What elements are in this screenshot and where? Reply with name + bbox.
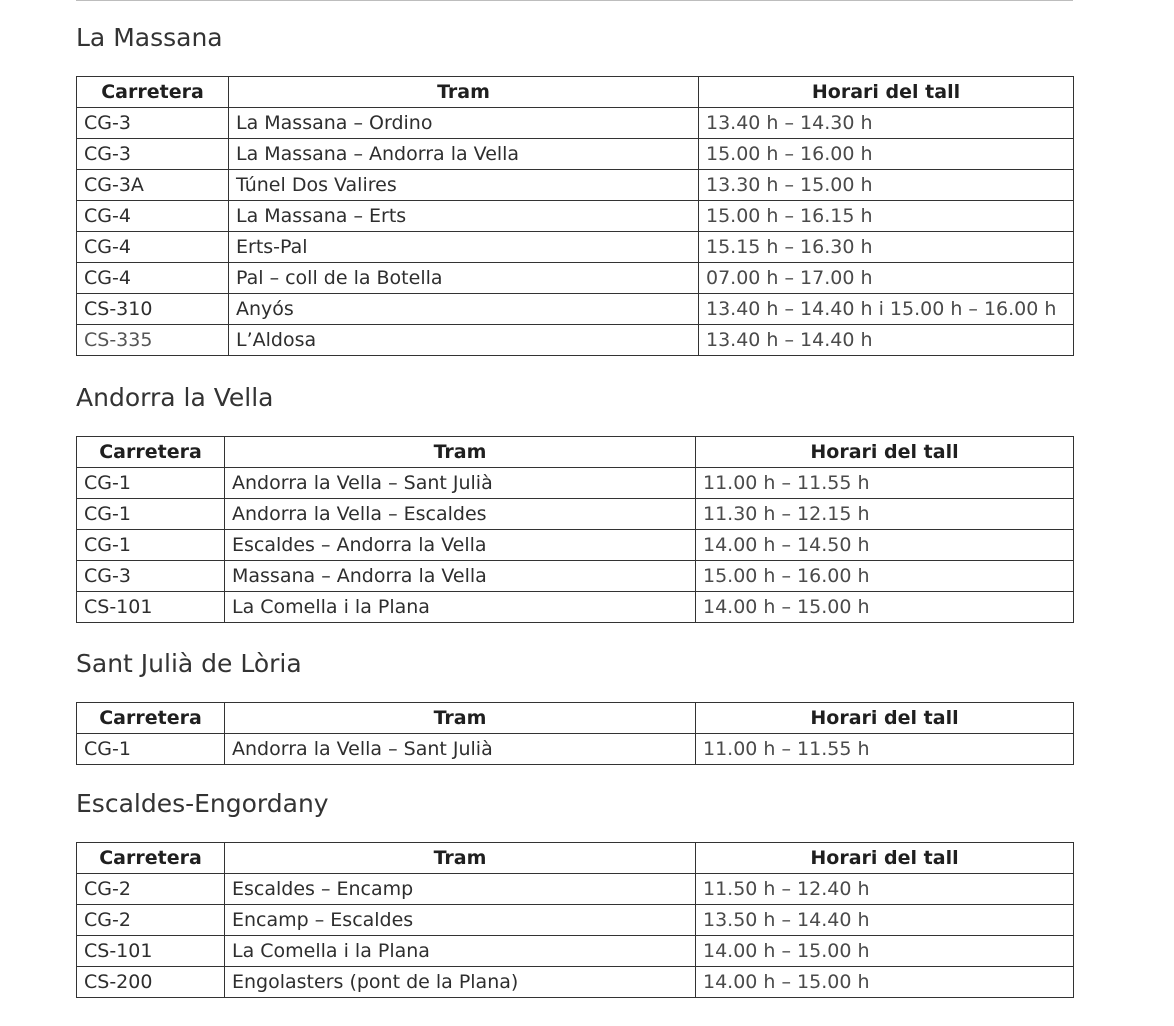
cell-time: 15.00 h – 16.15 h [699,201,1074,232]
cell-road: CG-3 [77,108,229,139]
cell-section: Encamp – Escaldes [225,905,696,936]
cell-section: Escaldes – Andorra la Vella [225,530,696,561]
cell-section: L’Aldosa [229,325,699,356]
table-header-row [77,703,1074,734]
cell-time: 07.00 h – 17.00 h [699,263,1074,294]
header-horari: Horari del tall [699,77,1074,108]
section-title-sant-julia-de-loria: Sant Julià de Lòria [76,649,302,678]
header-carretera: Carretera [77,843,225,874]
header-carretera: Carretera [77,77,229,108]
table-row [77,468,1074,499]
table-row [77,936,1074,967]
cell-time: 14.00 h – 15.00 h [696,592,1074,623]
cell-section: Erts-Pal [229,232,699,263]
section-title-la-massana: La Massana [76,23,223,52]
table-row [77,734,1074,765]
cell-section: La Comella i la Plana [225,592,696,623]
cell-section: La Massana – Andorra la Vella [229,139,699,170]
cell-road: CS-310 [77,294,229,325]
cell-road: CG-1 [77,734,225,765]
table-header-row [77,843,1074,874]
cell-road: CG-1 [77,530,225,561]
table-row [77,170,1074,201]
cell-road: CS-335 [77,325,229,356]
table-row [77,232,1074,263]
cell-section: Andorra la Vella – Escaldes [225,499,696,530]
cell-road: CG-4 [77,232,229,263]
header-horari: Horari del tall [696,843,1074,874]
cell-road: CS-200 [77,967,225,998]
cell-road: CG-3 [77,561,225,592]
section-title-escaldes-engordany: Escaldes-Engordany [76,789,329,818]
cell-section: La Massana – Erts [229,201,699,232]
cell-time: 11.30 h – 12.15 h [696,499,1074,530]
cell-road: CG-1 [77,499,225,530]
header-horari: Horari del tall [696,703,1074,734]
table-row [77,499,1074,530]
cell-section: Massana – Andorra la Vella [225,561,696,592]
cell-road: CG-2 [77,905,225,936]
cell-section: La Massana – Ordino [229,108,699,139]
cell-road: CS-101 [77,592,225,623]
cell-time: 14.00 h – 15.00 h [696,967,1074,998]
table-header-row [77,77,1074,108]
table-row [77,263,1074,294]
top-divider [76,0,1073,1]
cell-time: 11.00 h – 11.55 h [696,468,1074,499]
cell-time: 15.15 h – 16.30 h [699,232,1074,263]
table-row [77,139,1074,170]
cell-road: CG-2 [77,874,225,905]
table-row [77,874,1074,905]
cell-section: Andorra la Vella – Sant Julià [225,468,696,499]
table-row [77,592,1074,623]
cell-road: CS-101 [77,936,225,967]
table-row [77,108,1074,139]
cell-time: 13.40 h – 14.40 h [699,325,1074,356]
cell-time: 14.00 h – 15.00 h [696,936,1074,967]
cell-road: CG-3 [77,139,229,170]
header-tram: Tram [225,843,696,874]
table-row [77,325,1074,356]
cell-section: La Comella i la Plana [225,936,696,967]
cell-road: CG-4 [77,201,229,232]
table-row [77,201,1074,232]
header-horari: Horari del tall [696,437,1074,468]
cell-section: Túnel Dos Valires [229,170,699,201]
cell-road: CG-4 [77,263,229,294]
cell-time: 13.40 h – 14.40 h i 15.00 h – 16.00 h [699,294,1074,325]
table-row [77,905,1074,936]
cell-section: Andorra la Vella – Sant Julià [225,734,696,765]
cell-section: Anyós [229,294,699,325]
table-sant-julia-de-loria [76,702,1074,765]
table-row [77,561,1074,592]
cell-time: 15.00 h – 16.00 h [696,561,1074,592]
header-carretera: Carretera [77,437,225,468]
header-tram: Tram [225,437,696,468]
cell-time: 13.50 h – 14.40 h [696,905,1074,936]
table-andorra-la-vella [76,436,1074,623]
cell-road: CG-1 [77,468,225,499]
cell-time: 11.00 h – 11.55 h [696,734,1074,765]
cell-time: 15.00 h – 16.00 h [699,139,1074,170]
cell-road: CG-3A [77,170,229,201]
cell-section: Pal – coll de la Botella [229,263,699,294]
table-la-massana [76,76,1074,356]
table-escaldes-engordany [76,842,1074,998]
table-header-row [77,437,1074,468]
section-title-andorra-la-vella: Andorra la Vella [76,383,274,412]
cell-time: 13.30 h – 15.00 h [699,170,1074,201]
table-row [77,530,1074,561]
cell-time: 14.00 h – 14.50 h [696,530,1074,561]
cell-section: Engolasters (pont de la Plana) [225,967,696,998]
table-row [77,967,1074,998]
table-row [77,294,1074,325]
cell-time: 13.40 h – 14.30 h [699,108,1074,139]
header-carretera: Carretera [77,703,225,734]
cell-section: Escaldes – Encamp [225,874,696,905]
header-tram: Tram [229,77,699,108]
cell-time: 11.50 h – 12.40 h [696,874,1074,905]
header-tram: Tram [225,703,696,734]
